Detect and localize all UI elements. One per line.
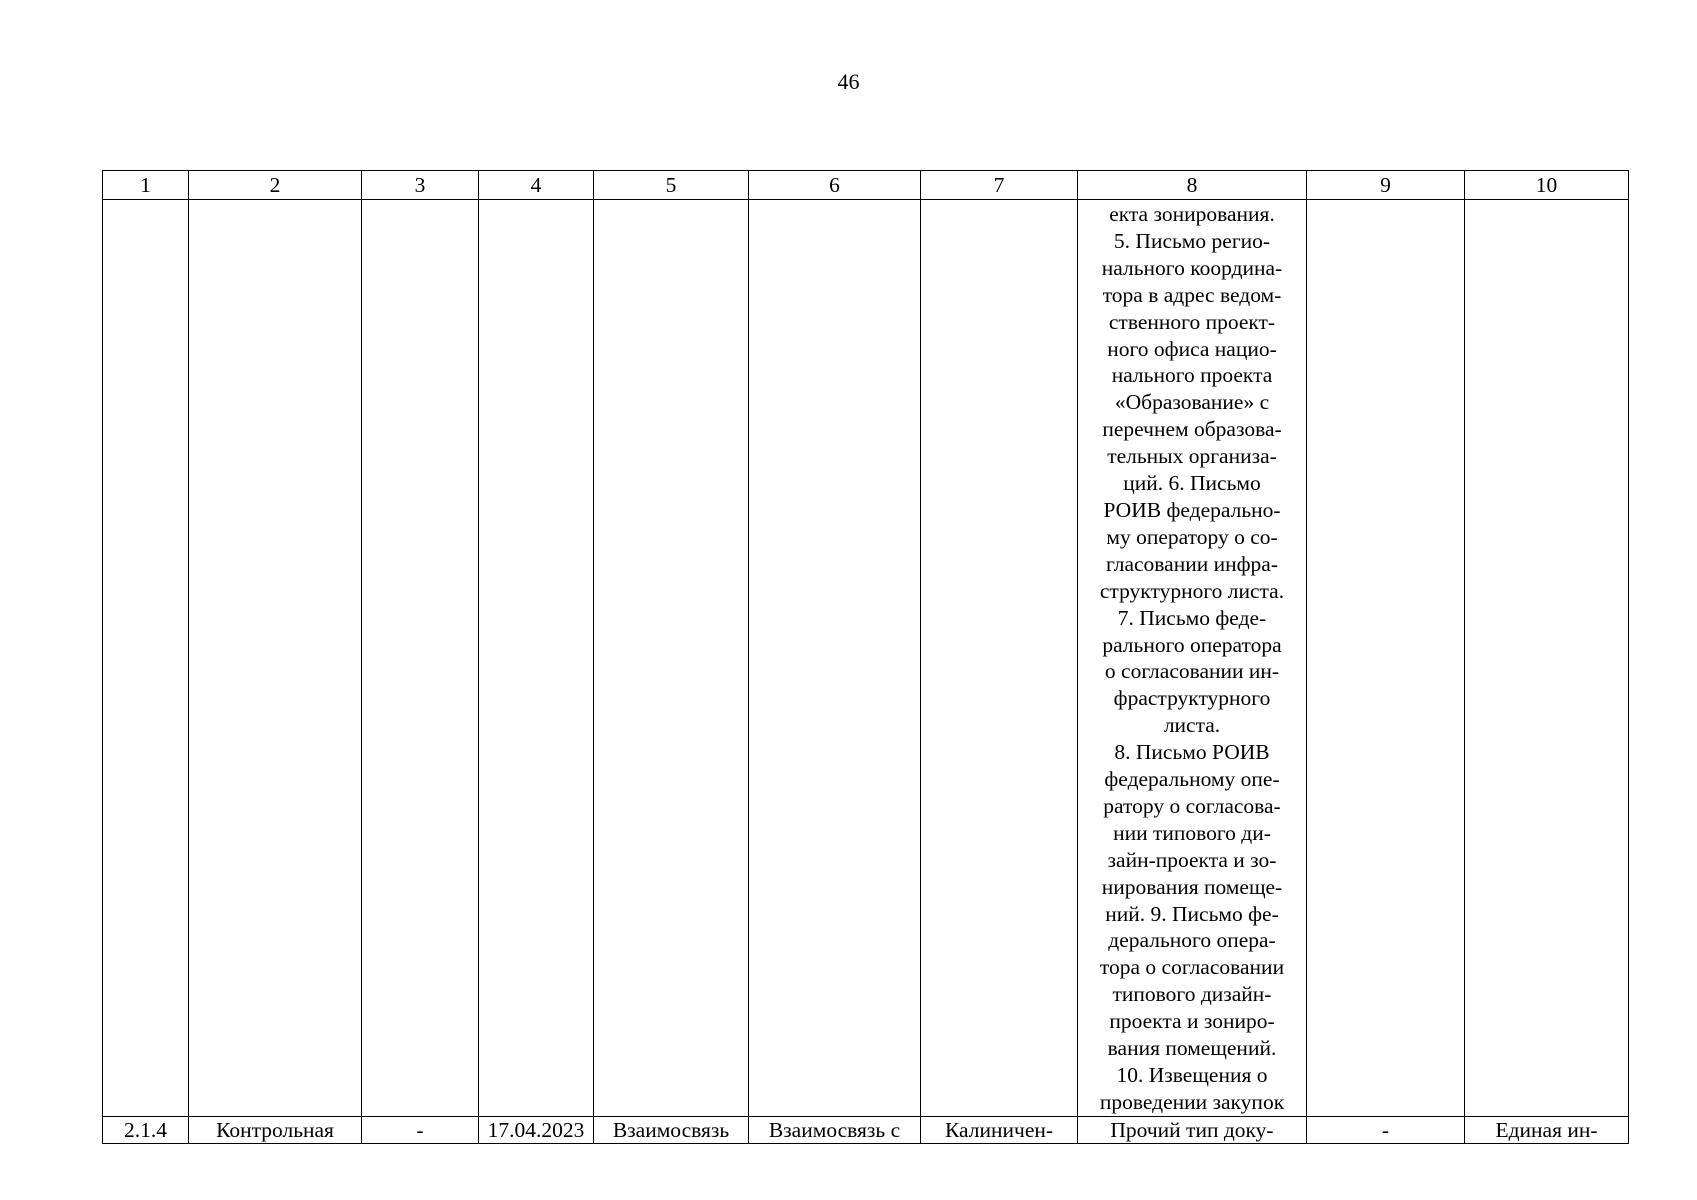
table-cell — [921, 200, 1078, 1117]
cell-text-line: 10. Извещения о — [1116, 1063, 1268, 1087]
table-cell: - — [1307, 1116, 1465, 1143]
cell-text-line: гласовании инфра- — [1106, 551, 1278, 576]
cell-text-line: ций. 6. Письмо — [1123, 471, 1261, 496]
cell-text-line: тора в адрес ведом- — [1102, 282, 1282, 307]
cell-text-line: дерального опера- — [1108, 928, 1276, 953]
column-header: 7 — [921, 171, 1078, 200]
column-header: 2 — [189, 171, 362, 200]
cell-text-line: ственного проект- — [1108, 309, 1276, 334]
table-cell — [103, 200, 189, 1117]
cell-text-block — [1082, 200, 1302, 1116]
cell-text-line: тельных организа- — [1107, 444, 1277, 469]
cell-text-line: нирования помеще- — [1101, 874, 1283, 899]
table-cell — [1307, 200, 1465, 1117]
table-cell-col8 — [1078, 200, 1307, 1117]
table-cell: 17.04.2023 — [479, 1116, 594, 1143]
table-cell: Взаимосвязь — [594, 1116, 749, 1143]
cell-text-line: проведении закупок — [1099, 1089, 1285, 1114]
cell-text-line: 5. Письмо регио- — [1113, 228, 1271, 253]
cell-text-line: проекта и зониро- — [1109, 1009, 1275, 1034]
table-row-continued — [103, 200, 1629, 1117]
page-number: 46 — [837, 69, 860, 94]
cell-text-line: фраструктурного — [1113, 686, 1271, 711]
cell-text-line: структурного листа. — [1099, 578, 1285, 603]
cell-text-line: типового дизайн- — [1112, 982, 1272, 1007]
table-cell: - — [362, 1116, 479, 1143]
table-cell: Калиничен- — [921, 1116, 1078, 1143]
cell-text-line: нии типового ди- — [1113, 820, 1271, 845]
table-cell — [479, 200, 594, 1117]
column-header: 9 — [1307, 171, 1465, 200]
column-header: 3 — [362, 171, 479, 200]
table-cell: Контрольная — [189, 1116, 362, 1143]
table-cell: Единая ин- — [1465, 1116, 1629, 1143]
document-table — [102, 170, 1629, 1144]
cell-text-line: ний. 9. Письмо фе- — [1105, 901, 1279, 926]
table-cell — [1465, 200, 1629, 1117]
cell-text-line: зайн-проекта и зо- — [1107, 847, 1277, 872]
column-header: 4 — [479, 171, 594, 200]
cell-text-line: вания помещений. — [1107, 1036, 1277, 1061]
cell-text-line: листа. — [1163, 713, 1221, 738]
cell-text-line: РОИВ федерально- — [1103, 497, 1281, 522]
column-header: 1 — [103, 171, 189, 200]
cell-text-line: ного офиса нацио- — [1107, 336, 1277, 361]
table-row — [103, 1116, 1629, 1143]
table-cell — [594, 200, 749, 1117]
cell-text-line: перечнем образова- — [1102, 417, 1282, 442]
cell-text-line: 7. Письмо феде- — [1117, 605, 1267, 630]
cell-text-line: 8. Письмо РОИВ — [1114, 740, 1270, 765]
cell-text-line: екта зонирования. — [1109, 202, 1275, 226]
cell-text-line: нального координа- — [1101, 255, 1283, 280]
table-cell: 2.1.4 — [103, 1116, 189, 1143]
cell-text-line: федеральному опе- — [1104, 767, 1280, 792]
table-cell: Прочий тип доку- — [1078, 1116, 1307, 1143]
table-cell — [362, 200, 479, 1117]
cell-text-line: ратору о согласова- — [1103, 793, 1281, 818]
table-cell — [749, 200, 921, 1117]
column-header: 10 — [1465, 171, 1629, 200]
table-cell — [189, 200, 362, 1117]
column-header: 5 — [594, 171, 749, 200]
column-header: 6 — [749, 171, 921, 200]
cell-text-line: рального оператора — [1102, 632, 1282, 657]
table-cell: Взаимосвязь с — [749, 1116, 921, 1143]
cell-text-line: тора о согласовании — [1099, 955, 1285, 980]
cell-text-line: му оператору о со- — [1106, 524, 1278, 549]
cell-text-line: «Образование» с — [1114, 390, 1270, 415]
column-header: 8 — [1078, 171, 1307, 200]
table-header-row — [103, 171, 1629, 200]
cell-text-line: нального проекта — [1111, 363, 1273, 388]
cell-text-line: о согласовании ин- — [1104, 659, 1280, 684]
